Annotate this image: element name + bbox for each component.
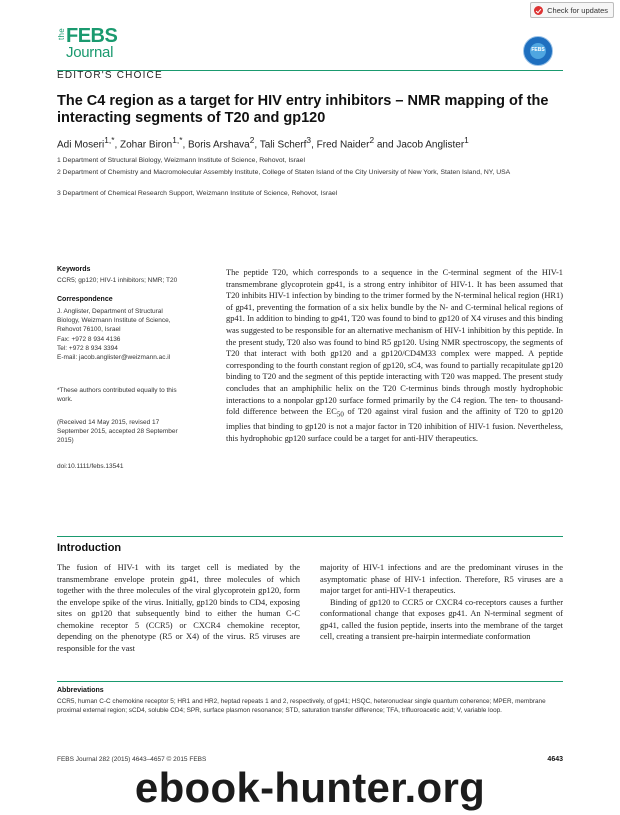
author-affiliation-mark: 3: [306, 135, 312, 145]
author: Zohar Biron: [120, 139, 173, 151]
author: Jacob Anglister: [396, 139, 465, 151]
introduction-left-column: [57, 562, 300, 654]
journal-logo-febs: FEBS: [66, 25, 118, 47]
correspondence-line: J. Anglister, Department of Structural: [57, 308, 163, 315]
author-affiliation-mark: 1: [464, 135, 469, 145]
journal-logo-the: the: [57, 28, 66, 41]
update-badge-icon: [534, 6, 543, 15]
introduction-heading: Introduction: [57, 542, 122, 554]
abbreviations-heading: Abbreviations: [57, 687, 104, 694]
author-list: [57, 135, 563, 150]
author-affiliation-mark: 2: [369, 135, 375, 145]
check-for-updates-label: Check for updates: [547, 5, 608, 15]
paragraph: The fusion of HIV-1 with its target cell is mediated by the transmembrane envelope protein gp41, three molecules of which together with the three molecules of the viral glycoprotein gp120, form the envelope spike of the virus. Initially, gp120 binds to CD4, exposing sites on gp120 that subsequently bind to either the human C-C chemokine receptor 5 (CCR5) or CXCR4 chemokine receptor, depending on the phenotype (R5 or X4) of the virus. R5 viruses are responsible for the vast: [57, 563, 300, 653]
febs-badge-icon: [523, 36, 553, 66]
ec50-subscript: 50: [336, 410, 344, 419]
correspondence-text: [57, 307, 207, 362]
paragraph: Binding of gp120 to CCR5 or CXCR4 co-receptors causes a further conformational change that exposes gp41. An N-terminal segment of gp41, called the fusion peptide, inserts into the membrane of the target cell, creating a transient pre-hairpin intermediate conformation: [320, 597, 563, 641]
affiliation-1: 1 Department of Structural Biology, Weizmann Institute of Science, Rehovot, Israel: [57, 157, 305, 164]
author-separator: ,: [182, 139, 188, 151]
page-number: 4643: [547, 756, 563, 763]
author-separator: ,: [254, 139, 260, 151]
paragraph: majority of HIV-1 infections and are the predominant viruses in the asymptomatic phase of HIV-1 infection. Therefore, R5 viruses are a major target for anti-HIV-1 therapeutics.: [320, 563, 563, 595]
article-dates: (Received 14 May 2015, revised 17 September 2015, accepted 28 September 2015): [57, 419, 178, 445]
author: Fred Naider: [316, 139, 370, 151]
article-title: The C4 region as a target for HIV entry inhibitors – NMR mapping of the interacting segments of T20 and gp120: [57, 93, 549, 126]
abbreviations-text: CCR5, human C-C chemokine receptor 5; HR1 and HR2, heptad repeats 1 and 2, respectively, of gp41; HSQC, heteronuclear single quantum coherence; MPER, membrane proximal external region; sCD4, soluble CD4; SPR, surface plasmon resonance; STD, saturation transfer difference; TFA, trifluoroacetic acid; V, variable loop.: [57, 698, 546, 714]
watermark: ebook-hunter.org: [134, 764, 486, 811]
author: Tali Scherf: [259, 139, 307, 151]
author-affiliation-mark: 1,*: [104, 135, 115, 145]
author-affiliation-mark: 2: [249, 135, 255, 145]
abstract: The peptide T20, which corresponds to a sequence in the C-terminal segment of the HIV-1 transmembrane glycoprotein gp41, is a strong entry inhibitor of HIV-1. It has been assumed that T20 inhibits HIV-1 infection by binding to the trimer formed by the N-terminal helical region (HR1) of gp41, preventing the formation of a six helix bundle by the N- and C-terminal helical regions of gp41. In addition to binding to gp41, T20 was found to bind to gp120 of X4 viruses and this binding was suggested to be responsible for an alternative mechanism of HIV-1 inhibition by this peptide. In the present study, T20 also was found to bind R5 gp120. Using NMR spectroscopy, the segments of T20 that interact with both gp120 and a gp120/CD4M33 complex were mapped. A peptide corresponding to the fourth constant region of gp120, sC4, was found to partially recapitulate gp120 binding to T20 and the segment of this peptide interacting with T20 was mapped. The present study concludes that an amphiphilic helix on the T20 C-terminus binds through mostly hydrophobic interactions to a nonpolar gp120 surface formed primarily by the C4 region. The ten- to thousand-fold difference between the $EC_{50}$ of T20 against viral fusion and the affinity of T20 to gp120 implies that binding to gp120 is not a major factor in T20 inhibition of HIV-1 fusion. Nevertheless, this hydrophobic gp120 surface could be a target for anti-HIV therapeutics.: [226, 268, 563, 443]
keywords-heading: Keywords: [57, 266, 91, 273]
correspondence-heading: Correspondence: [57, 296, 113, 303]
introduction-divider: [57, 536, 563, 537]
journal-logo: [57, 26, 122, 66]
keywords-text: CCR5; gp120; HIV-1 inhibitors; NMR; T20: [57, 277, 178, 284]
section-kicker: EDITOR'S CHOICE: [57, 70, 163, 81]
doi-link[interactable]: doi:10.1111/febs.13541: [57, 463, 124, 470]
equal-contribution-note: *These authors contributed equally to this work.: [57, 387, 177, 404]
correspondence-email-link[interactable]: E-mail: jacob.anglister@weizmann.ac.il: [57, 354, 171, 362]
febs-badge-label: FEBS: [531, 47, 545, 53]
author-separator: ,: [311, 139, 317, 151]
author-and: and: [374, 139, 397, 151]
affiliation-3: 3 Department of Chemical Research Support, Weizmann Institute of Science, Rehovot, Israel: [57, 190, 338, 197]
check-for-updates-button[interactable]: [530, 2, 614, 18]
footer-citation: FEBS Journal 282 (2015) 4643–4657 © 2015 FEBS: [57, 756, 207, 763]
correspondence-line: Rehovot 76100, Israel: [57, 326, 121, 334]
introduction-right-column: [320, 562, 563, 643]
journal-logo-journal: Journal: [66, 44, 114, 61]
correspondence-line: Tel: +972 8 934 3394: [57, 344, 118, 352]
abbreviations-divider: [57, 681, 563, 682]
affiliation-2: 2 Department of Chemistry and Macromolecular Assembly Institute, College of Staten Island of the City University of New York, Staten Island, NY, USA: [57, 169, 511, 176]
author: Boris Arshava: [188, 139, 250, 151]
author-affiliation-mark: 1,*: [172, 135, 183, 145]
correspondence-line: Biology, Weizmann Institute of Science,: [57, 317, 171, 325]
author: Adi Moseri: [57, 139, 105, 151]
correspondence-line: Fax: +972 8 934 4136: [57, 335, 121, 343]
author-separator: ,: [114, 139, 120, 151]
